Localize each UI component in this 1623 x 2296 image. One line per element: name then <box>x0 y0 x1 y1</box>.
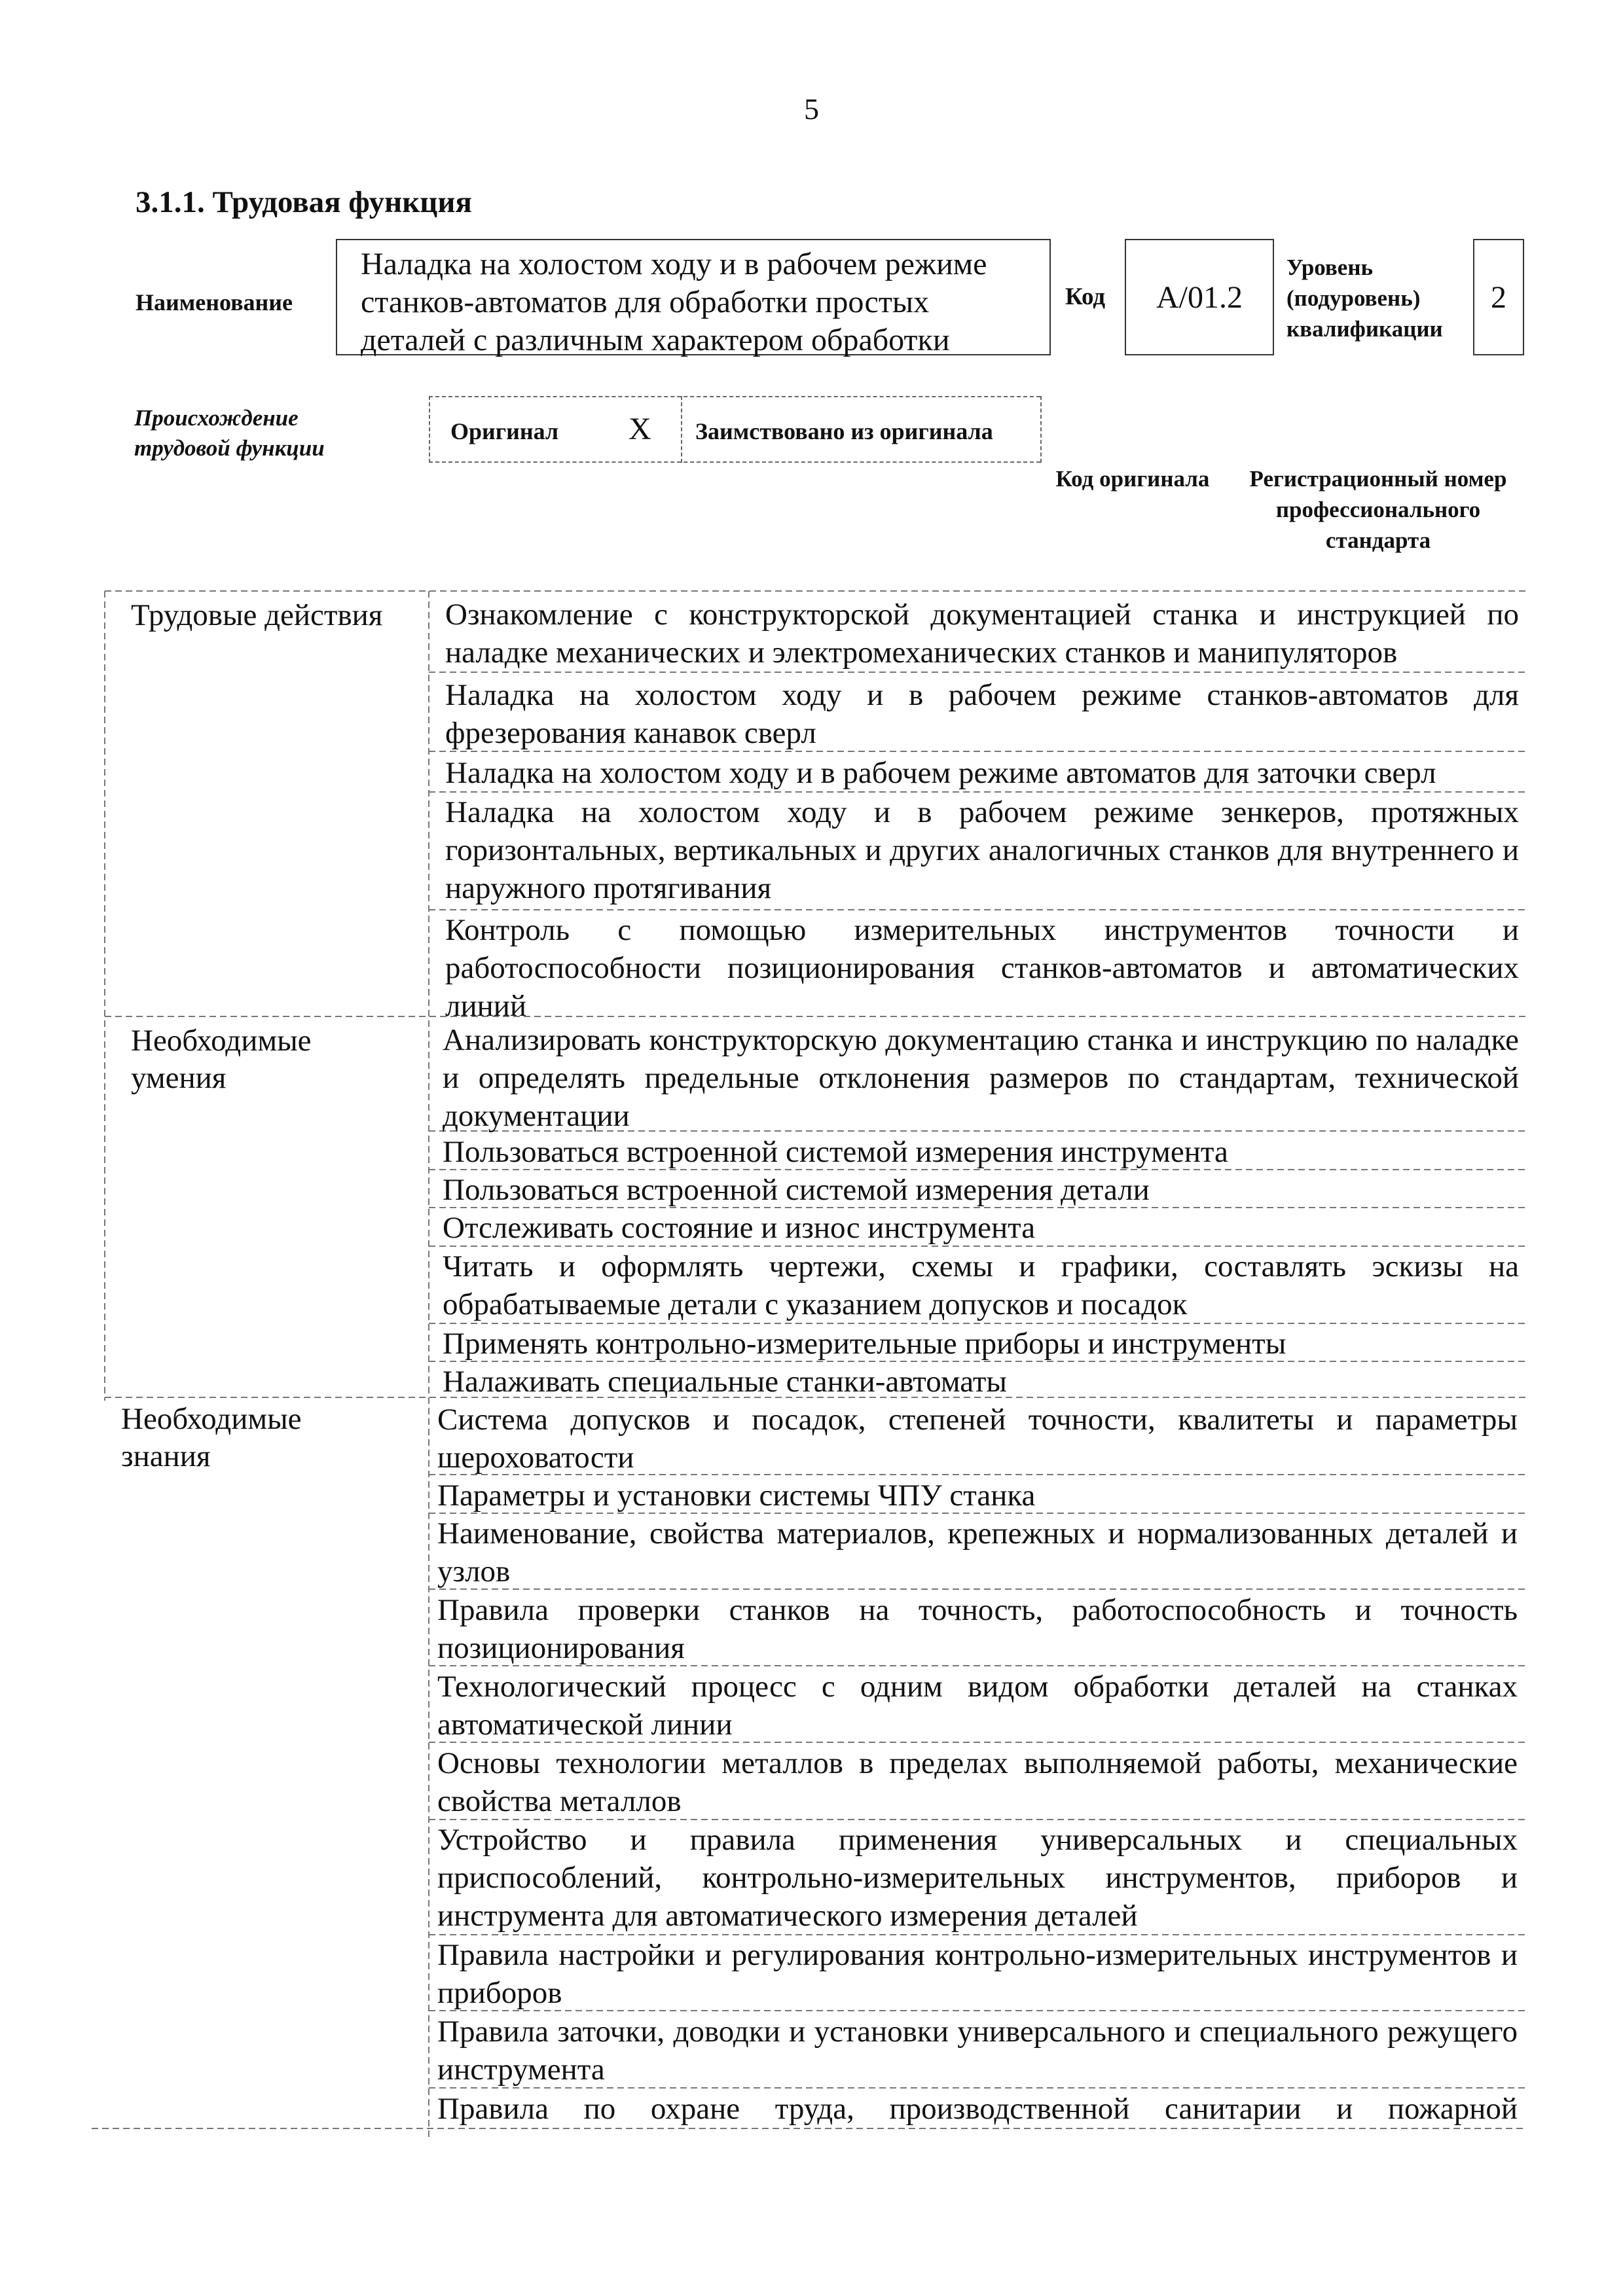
section-title: 3.1.1. Трудовая функция <box>136 185 472 219</box>
origin-divider <box>681 396 682 463</box>
section-title-knowledge: Необходимые знания <box>121 1402 302 1473</box>
section-title-actions: Трудовые действия <box>131 598 383 632</box>
table-row: Правила проверки станков на точность, работоспособность и точность позиционирования <box>437 1593 1518 1665</box>
table-row: Отслеживать состояние и износ инструмента <box>443 1211 1036 1245</box>
table-row: Технологический процесс с одним видом обработки деталей на станках автоматической линии <box>437 1670 1518 1742</box>
table-row: Наладка на холостом ходу и в рабочем режиме автоматов для заточки сверл <box>445 756 1436 790</box>
function-name-field: Наладка на холостом ходу и в рабочем режиме станков-автоматов для обработки простых деталей с различным характером обработки <box>336 239 1051 355</box>
table-row: Наладка на холостом ходу и в рабочем режиме станков-автоматов для фрезерования канавок сверл <box>445 678 1519 750</box>
table-row: Пользоваться встроенной системой измерения инструмента <box>443 1135 1228 1169</box>
table-row: Налаживать специальные станки-автоматы <box>443 1365 1007 1399</box>
code-original-label: Код оригинала <box>1055 466 1210 492</box>
code-field: A/01.2 <box>1125 239 1274 355</box>
table-row: Наладка на холостом ходу и в рабочем режиме зенкеров, протяжных горизонтальных, вертикальных и других аналогичных станков для внутреннего и наружного протягивания <box>445 795 1519 905</box>
table-row: Наименование, свойства материалов, крепежных и нормализованных деталей и узлов <box>437 1516 1518 1588</box>
table-row: Контроль с помощью измерительных инструментов точности и работоспособности позиционирования станков-автоматов и автоматических линий <box>445 913 1519 1023</box>
table-row: Правила настройки и регулирования контрольно-измерительных инструментов и приборов <box>437 1938 1518 2010</box>
table-row: Ознакомление с конструкторской документацией станка и инструкцией по наладке механических и электромеханических станков и манипуляторов <box>445 598 1519 670</box>
table-row: Применять контрольно-измерительные приборы и инструменты <box>443 1327 1286 1361</box>
origin-original-mark: X <box>629 412 651 446</box>
table-row: Пользоваться встроенной системой измерения детали <box>443 1173 1150 1207</box>
origin-divider <box>429 396 430 463</box>
origin-label: Происхождение трудовой функции <box>134 405 325 461</box>
page-number: 5 <box>804 92 819 126</box>
table-row: Правила по охране труда, производственной санитарии и пожарной <box>437 2092 1518 2126</box>
origin-divider <box>1040 396 1042 463</box>
level-label: Уровень (подуровень) квалификации <box>1286 255 1443 342</box>
code-label: Код <box>1065 283 1106 310</box>
table-row: Анализировать конструкторскую документацию станка и инструкцию по наладке и определять предельные отклонения размеров по стандартам, технической документации <box>443 1023 1519 1133</box>
table-row: Основы технологии металлов в пределах выполняемой работы, механические свойства металлов <box>437 1746 1518 1818</box>
table-row: Устройство и правила применения универсальных и специальных приспособлений, контрольно-измерительных инструментов, приборов и инструмента для автоматического измерения деталей <box>437 1823 1518 1933</box>
origin-borrowed-label: Заимствовано из оригинала <box>695 418 993 444</box>
table-row: Параметры и установки системы ЧПУ станка <box>437 1479 1036 1513</box>
table-row: Читать и оформлять чертежи, схемы и графики, составлять эскизы на обрабатываемые детали с указанием допусков и посадок <box>443 1249 1519 1321</box>
section-title-skills: Необходимые умения <box>131 1024 312 1095</box>
level-field: 2 <box>1473 239 1524 355</box>
table-row: Правила заточки, доводки и установки универсального и специального режущего инструмента <box>437 2015 1518 2087</box>
name-label: Наименование <box>136 289 293 315</box>
table-row: Система допусков и посадок, степеней точности, квалитеты и параметры шероховатости <box>437 1403 1518 1475</box>
reg-number-label: Регистрационный номер профессионального стандарта <box>1249 466 1507 553</box>
origin-original-label: Оригинал <box>450 418 559 444</box>
